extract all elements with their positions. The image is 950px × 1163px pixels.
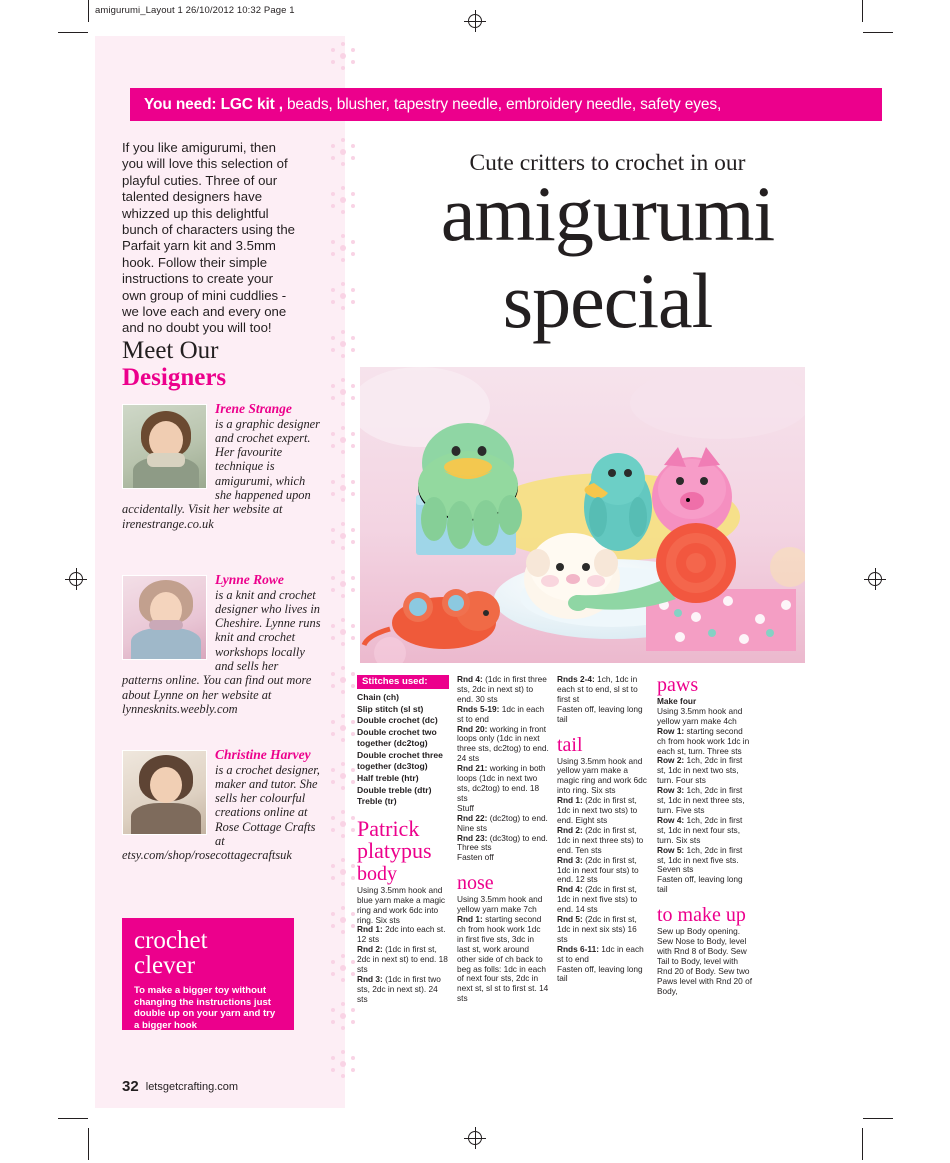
- body-row: [457, 725, 549, 765]
- row-label: Rnd 3:: [557, 854, 583, 865]
- avatar: [122, 750, 207, 835]
- row-label: Rnd 4:: [557, 884, 583, 895]
- designer-name: Lynne Rowe: [215, 572, 284, 587]
- section-heading-tail: tail: [557, 733, 583, 756]
- list-item: Double treble (dtr): [357, 784, 432, 795]
- designer-bio: is a knit and crochet designer who lives in Cheshire. Lynne runs knit and crochet workshops locally and sells her patterns online. You can find out more about Lynne on her website at lynnesknits.weebly.com: [122, 587, 321, 716]
- make-up-text: Sew up Body opening. Sew Nose to Body, level with Rnd 8 of Body. Sew Tail to Body, level with Rnd 20 of Body. Sew two Paws level with Rnd 20 of Body,: [657, 926, 753, 996]
- designer-card-lynne-rowe: [122, 573, 322, 716]
- row-label: Rnds 2-4:: [557, 674, 595, 684]
- row-label: Row 2:: [657, 755, 685, 766]
- paws-row: [657, 727, 753, 757]
- row-text: 1ch, 2dc in first st, 1dc in next two sts, turn. Four sts: [657, 755, 743, 786]
- row-label: Row 3:: [657, 785, 685, 796]
- you-need-items: beads, blusher, tapestry needle, embroidery needle, safety eyes,: [286, 95, 722, 113]
- row-label: Rnd 2:: [557, 824, 583, 835]
- row-label: Rnd 21:: [457, 763, 488, 774]
- designer-card-christine-harvey: [122, 748, 322, 863]
- crochet-clever-title-2: clever: [134, 952, 196, 979]
- row-text: (2dc in first st, 1dc in next five sts) to end. 14 sts: [557, 884, 638, 915]
- body-fasten-off: Fasten off: [457, 852, 494, 863]
- tail-row: [557, 796, 649, 826]
- meet-line-1: Meet Our: [122, 337, 219, 364]
- row-text: working in front loops only (1dc in next three sts, dc2tog) to end. 24 sts: [457, 723, 549, 764]
- crop-mark-left-top-h: [58, 32, 88, 33]
- tail-row: [557, 826, 649, 856]
- list-item: Chain (ch): [357, 691, 400, 702]
- row-text: (dc2tog) to end. Nine sts: [457, 812, 548, 833]
- designer-card-irene-strange: [122, 402, 322, 531]
- body-row: [357, 945, 449, 975]
- row-text: working in both loops (1dc in next two sts, dc2tog) to end. 18 sts: [457, 763, 546, 803]
- list-item: Double crochet (dc): [357, 715, 438, 726]
- row-text: (2dc in first st, 1dc in next three sts) to end. Ten sts: [557, 824, 644, 855]
- list-item: Double crochet two together (dc2tog): [357, 726, 437, 749]
- meet-line-2: Designers: [122, 364, 227, 391]
- paws-intro: Using 3.5mm hook and yellow yarn make 4ch: [657, 705, 743, 726]
- hero-photo-amigurumi-toys: [360, 367, 805, 663]
- section-heading-to-make-up: to make up: [657, 904, 746, 927]
- crop-mark-right-top-h: [863, 32, 893, 33]
- print-slug: amigurumi_Layout 1 26/10/2012 10:32 Page 1: [95, 5, 295, 16]
- row-label: Rnds 6-11:: [557, 943, 599, 954]
- magazine-page: [95, 30, 855, 1118]
- row-label: Rnd 1:: [357, 924, 383, 935]
- crop-mark-bottom-right-v: [862, 1128, 863, 1160]
- row-label: Rnd 1:: [557, 795, 583, 806]
- paws-row: [657, 756, 753, 786]
- designer-name: Christine Harvey: [215, 747, 311, 762]
- list-item: Slip stitch (sl st): [357, 703, 424, 714]
- column-3: [557, 675, 649, 984]
- row-label: Rnd 2:: [357, 944, 383, 955]
- body-row: [457, 814, 549, 834]
- you-need-banner: [130, 88, 882, 121]
- row-text: 1ch, 2dc in first st, 1dc in next four sts, turn. Six sts: [657, 814, 743, 845]
- row-label: Row 5:: [657, 844, 685, 855]
- registration-mark-top: [464, 10, 486, 32]
- scalloped-edge-decoration: [321, 36, 361, 1108]
- row-label: Rnd 23:: [457, 832, 488, 843]
- body-stuff: Stuff: [457, 802, 474, 813]
- row-text: 1dc in each st to end: [457, 703, 545, 724]
- body-row: [457, 705, 549, 725]
- row-text: (1dc in first three sts, 2dc in next st) to end. 30 sts: [457, 674, 547, 704]
- crop-mark-top-left-v: [88, 0, 89, 22]
- website-url: letsgetcrafting.com: [145, 1081, 239, 1093]
- nose-fasten-off: Fasten off, leaving long tail: [557, 703, 643, 724]
- avatar: [122, 575, 207, 660]
- avatar: [122, 404, 207, 489]
- pattern-columns: [357, 675, 855, 1075]
- nose-intro: Using 3.5mm hook and yellow yarn make 7ch: [457, 894, 543, 915]
- pattern-title-line-2: platypus: [357, 837, 432, 863]
- row-text: 1ch, 2dc in first st, 1dc in next three sts, turn. Five sts: [657, 785, 745, 815]
- row-text: 1dc in each st to end: [557, 943, 644, 964]
- you-need-label: You need: LGC kit ,: [144, 95, 283, 113]
- pattern-title-line-1: Patrick: [357, 815, 420, 841]
- crochet-clever-body: To make a bigger toy without changing the instructions just double up on your yarn and try a bigger hook: [134, 985, 276, 1031]
- paws-row: [657, 846, 753, 876]
- crop-mark-top-right-v: [862, 0, 863, 22]
- section-heading-body: body: [357, 862, 397, 885]
- body-intro: Using 3.5mm hook and blue yarn make a magic ring and work 6dc into ring. Six sts: [357, 884, 446, 925]
- row-label: Rnd 1:: [457, 914, 483, 925]
- body-row: [457, 675, 549, 705]
- row-label: Rnd 20:: [457, 723, 488, 734]
- nose-row: [557, 675, 649, 705]
- registration-mark-bottom: [464, 1127, 486, 1149]
- row-text: (2dc in first st, 1dc in next four sts) to end. 12 sts: [557, 854, 639, 885]
- column-2: [457, 675, 549, 1004]
- pattern-title: [357, 815, 449, 863]
- row-text: starting second ch from hook work 1dc in each st, turn. Three sts: [657, 725, 750, 756]
- paws-row: [657, 786, 753, 816]
- crochet-clever-box: [122, 918, 294, 1030]
- paws-row: [657, 816, 753, 846]
- body-row: [457, 764, 549, 804]
- paws-make-four: Make four: [657, 696, 697, 706]
- page-title-line-2: special: [502, 257, 713, 344]
- crochet-clever-title-1: crochet: [134, 927, 208, 954]
- crop-mark-bottom-left-v: [88, 1128, 89, 1160]
- designer-name: Irene Strange: [215, 401, 292, 416]
- stitches-used-heading: Stitches used:: [357, 675, 449, 689]
- page-number: 32: [122, 1078, 139, 1095]
- row-label: Rnd 5:: [557, 914, 583, 925]
- body-row: [357, 925, 449, 945]
- section-heading-paws: paws: [657, 674, 699, 696]
- tail-fasten-off: Fasten off, leaving long tail: [557, 963, 643, 984]
- list-item: Half treble (htr): [357, 773, 419, 784]
- row-text: (dc3tog) to end. Three sts: [457, 832, 548, 853]
- row-label: Row 4:: [657, 814, 685, 825]
- crop-mark-left-bottom-h: [58, 1118, 88, 1119]
- tail-row: [557, 885, 649, 915]
- crop-mark-right-bottom-h: [863, 1118, 893, 1119]
- page-title-line-1: amigurumi: [440, 170, 775, 257]
- list-item: Treble (tr): [357, 796, 397, 807]
- intro-paragraph: If you like amigurumi, then you will love this selection of playful cuties. Three of our talented designers have whizzed up this delightful bunch of characters using the Parfait yarn kit and 3.5mm hook. Follow their simple instructions to create your own group of mini cuddlies - we love each and every one and no doubt you will too!: [122, 140, 296, 336]
- row-text: (1dc in first two sts, 2dc in next st). 24 sts: [357, 974, 441, 1004]
- row-label: Rnd 22:: [457, 812, 488, 823]
- registration-mark-left: [65, 568, 87, 590]
- row-label: Rnd 3:: [357, 974, 383, 984]
- tail-row: [557, 945, 649, 965]
- row-text: 1ch, 1dc in each st to end, sl st to first st: [557, 674, 638, 704]
- tail-row: [557, 856, 649, 886]
- meet-our-designers-heading: [122, 338, 322, 391]
- column-1: [357, 675, 449, 1005]
- folio: [122, 1078, 238, 1095]
- row-text: 1ch, 2dc in first st, 1dc in next five sts. Seven sts: [657, 844, 743, 875]
- row-text: starting second ch from hook work 1dc in first five sts, 3dc in last st, work around other side of ch back to beg as folls: 1dc in each of next four sts, 2dc in next st, sl st to first st. 14 sts: [457, 914, 549, 1004]
- row-text: (2dc in first st, 1dc in next six sts) 16 sts: [557, 914, 637, 944]
- designer-bio: is a crochet designer, maker and tutor. She sells her colourful creations online at Rose Cottage Crafts at etsy.com/shop/rosecottagecraftsuk: [122, 762, 320, 863]
- stitches-used-list: [357, 692, 449, 808]
- tail-intro: Using 3.5mm hook and yellow yarn make a magic ring and work 6dc into ring. Six sts: [557, 755, 647, 796]
- paws-fasten-off: Fasten off, leaving long tail: [657, 874, 743, 895]
- row-text: 2dc into each st. 12 sts: [357, 924, 446, 945]
- column-4: [657, 675, 753, 996]
- row-text: (2dc in first st, 1dc in next two sts) to end. Eight sts: [557, 795, 638, 825]
- nose-row: [457, 915, 549, 1004]
- row-text: (1dc in first st, 2dc in next st) to end. 18 sts: [357, 944, 448, 975]
- designer-bio: is a graphic designer and crochet expert. Her favourite technique is amigurumi, which she happened upon accidentally. Visit her website at irenestrange.co.uk: [122, 416, 320, 531]
- row-label: Rnds 5-19:: [457, 703, 500, 714]
- row-label: Row 1:: [657, 725, 685, 736]
- body-row: [357, 975, 449, 1005]
- body-row: [457, 834, 549, 854]
- row-label: Rnd 4:: [457, 674, 483, 684]
- list-item: Double crochet three together (dc3tog): [357, 749, 443, 772]
- tail-row: [557, 915, 649, 945]
- registration-mark-right: [864, 568, 886, 590]
- kicker-text: Cute critters to crochet in our: [469, 150, 746, 176]
- section-heading-nose: nose: [457, 872, 494, 895]
